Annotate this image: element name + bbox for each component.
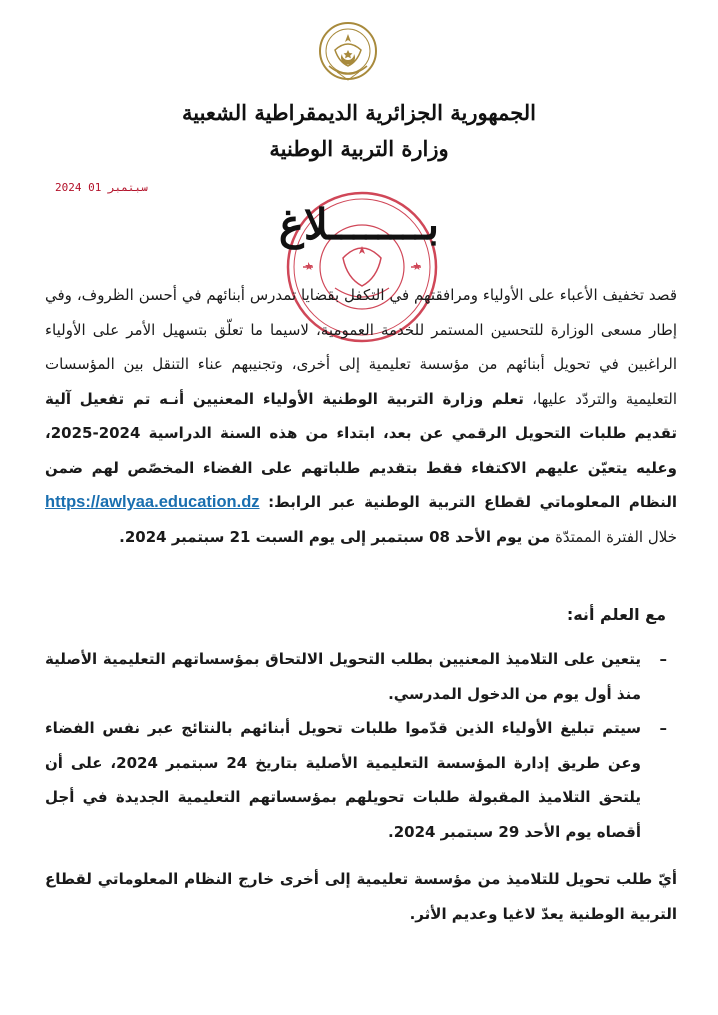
final-notice: أيّ طلب تحويل للتلاميذ من مؤسسة تعليمية إلى أخرى خارج النظام المعلوماتي لقطاع التربية الوطنية يعدّ لاغيا وعديم الأثر. [45,870,677,923]
main-paragraph-announcement: تعلم وزارة التربية الوطنية الأولياء المعنيين أنـه تم تفعيل آلية تقديم طلبات التحويل الرقمي عن بعد، ابتداء من هذه السنة الدراسية 2024-2025، وعليه يتعيّن عليهم الاكتفاء فقط بتقديم طلباتهم على الفضاء المخصّص لهم ضمن النظام المعلوماتي لقطاع التربية الوطنية عبر الرابط: [45,389,677,511]
date-stamp: 2024 سبتمبر 01 [55,181,148,194]
note-item: – يتعين على التلاميذ المعنيين بطلب التحويل الالتحاق بمؤسساتهم التعليمية الأصلية منذ أول يوم من الدخول المدرسي. [45,642,677,711]
note-list [45,642,677,849]
document-title: بــــــــلاغ [278,200,440,249]
header-country-name: الجمهورية الجزائرية الديمقراطية الشعبية [181,100,536,125]
main-paragraph-intro: قصد تخفيف الأعباء على الأولياء ومرافقتهم في التكفل بقضايا تمدرس أبنائهم في أحسن الظروف، وفي إطار مسعى الوزارة للتحسين المستمر للخدمة العمومية، لاسيما ما تعلّق بتسهيل الأمر على الأولياء الراغبين في تحويل أبنائهم من مؤسسة تعليمية إلى أخرى، وتجنيبهم عناء التنقل بين المؤسسات التعليمية والتردّد عليها، [45,286,678,408]
main-paragraph [45,278,677,554]
national-emblem-logo [317,20,379,88]
main-paragraph-period-dates: من يوم الأحد 08 سبتمبر إلى يوم السبت 21 سبتمبر 2024. [119,527,551,546]
portal-link[interactable]: https://awlyaa.education.dz [45,493,260,511]
note-heading: مع العلم أنه: [566,605,666,624]
note-item: – سيتم تبليغ الأولياء الذين قدّموا طلبات تحويل أبنائهم بالنتائج عبر نفس الفضاء وعن طريق إدارة المؤسسة التعليمية الأصلية بتاريخ 24 سبتمبر 2024، على أن يلتحق التلاميذ المقبولة طلبات تحويلهم بمؤسساتهم التعليمية الجديدة في أجل أقصاه يوم الأحد 29 سبتمبر 2024. [45,711,677,849]
main-paragraph-period-intro: خلال الفترة الممتدّة [550,527,677,546]
header-ministry-name: وزارة التربية الوطنية [269,136,449,161]
